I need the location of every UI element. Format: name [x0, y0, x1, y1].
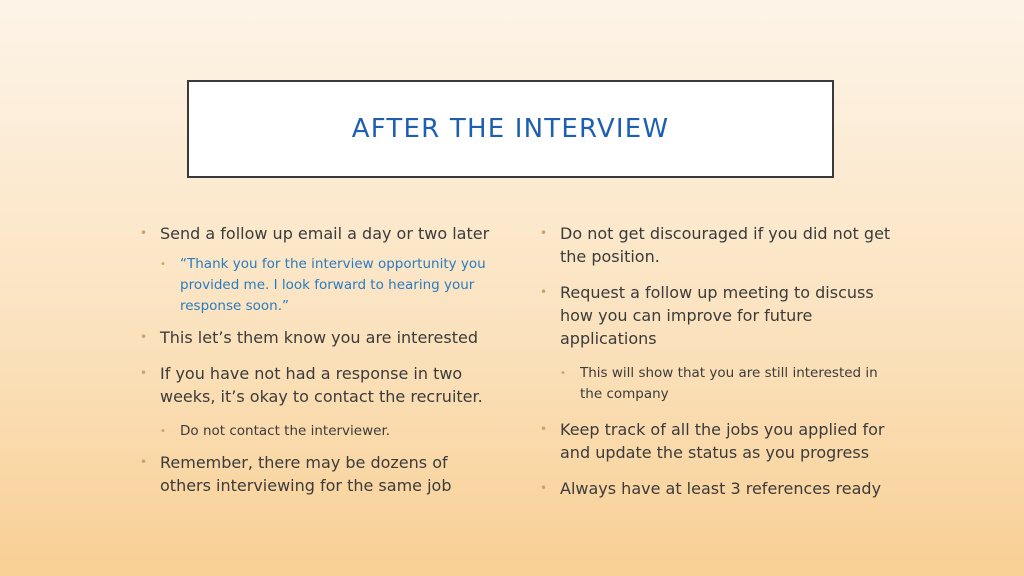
- bullet-references-ready: • Always have at least 3 references ready: [540, 477, 900, 500]
- bullet-request-follow-up-meeting: • Request a follow up meeting to discuss how you can improve for future applications: [540, 281, 900, 350]
- sub-bullet-still-interested: • This will show that you are still interested in the company: [540, 363, 900, 405]
- right-bullet-column: [540, 222, 900, 500]
- bullet-keep-track: • Keep track of all the jobs you applied for and update the status as you progress: [540, 418, 900, 464]
- bullet-dozens-interviewing: • Remember, there may be dozens of others interviewing for the same job: [140, 451, 500, 497]
- sub-bullet-thank-you-quote: • “Thank you for the interview opportunity you provided me. I look forward to hearing your response soon.”: [140, 254, 500, 317]
- slide-title: AFTER THE INTERVIEW: [351, 114, 670, 144]
- title-box: [187, 80, 834, 178]
- bullet-follow-up-email: • Send a follow up email a day or two later: [140, 222, 500, 245]
- bullet-contact-recruiter: • If you have not had a response in two weeks, it’s okay to contact the recruiter.: [140, 362, 500, 408]
- left-bullet-column: [140, 222, 500, 497]
- bullet-do-not-get-discouraged: • Do not get discouraged if you did not get the position.: [540, 222, 900, 268]
- sub-bullet-do-not-contact: • Do not contact the interviewer.: [140, 421, 500, 442]
- bullet-shows-interest: • This let’s them know you are interested: [140, 326, 500, 349]
